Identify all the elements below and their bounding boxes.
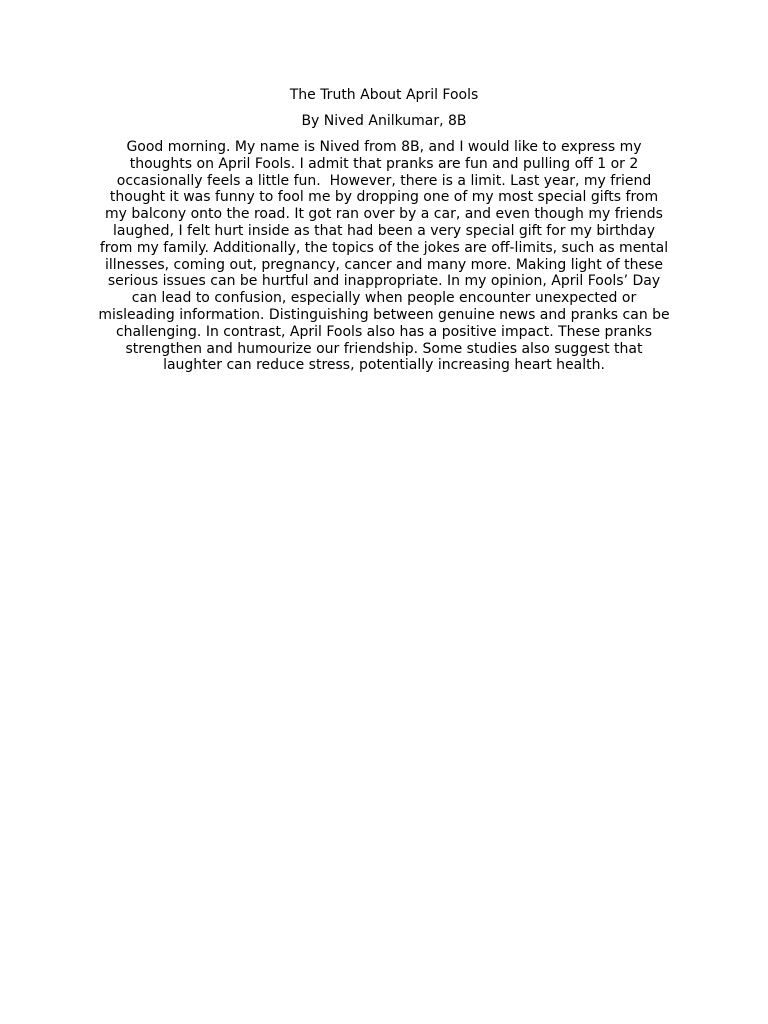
body-line: laughter can reduce stress, potentially increasing heart health. bbox=[163, 357, 605, 374]
body-line: can lead to confusion, especially when people encounter unexpected or bbox=[131, 290, 637, 307]
body-line: illnesses, coming out, pregnancy, cancer and many more. Making light of these bbox=[104, 256, 664, 273]
document-title: The Truth About April Fools bbox=[289, 87, 479, 103]
document-body bbox=[90, 139, 678, 374]
body-line: occasionally feels a little fun. However, there is a limit. Last year, my friend bbox=[116, 172, 652, 189]
body-line: misleading information. Distinguishing between genuine news and pranks can be bbox=[98, 306, 670, 323]
body-line: Good morning. My name is Nived from 8B, and I would like to express my bbox=[126, 139, 642, 155]
body-line: from my family. Additionally, the topics of the jokes are off-limits, such as mental bbox=[99, 239, 669, 256]
body-line: challenging. In contrast, April Fools also has a positive impact. These pranks bbox=[115, 323, 653, 340]
body-line: strengthen and humourize our friendship. Some studies also suggest that bbox=[125, 340, 643, 357]
body-line: serious issues can be hurtful and inappropriate. In my opinion, April Fools’ Day bbox=[107, 273, 661, 290]
body-line: thought it was funny to fool me by dropping one of my most special gifts from bbox=[109, 189, 659, 206]
body-line: thoughts on April Fools. I admit that pranks are fun and pulling off 1 or 2 bbox=[129, 155, 639, 172]
document-byline: By Nived Anilkumar, 8B bbox=[301, 113, 467, 129]
body-line: my balcony onto the road. It got ran over by a car, and even though my friends bbox=[105, 206, 663, 223]
body-line: laughed, I felt hurt inside as that had been a very special gift for my birthday bbox=[112, 222, 656, 239]
